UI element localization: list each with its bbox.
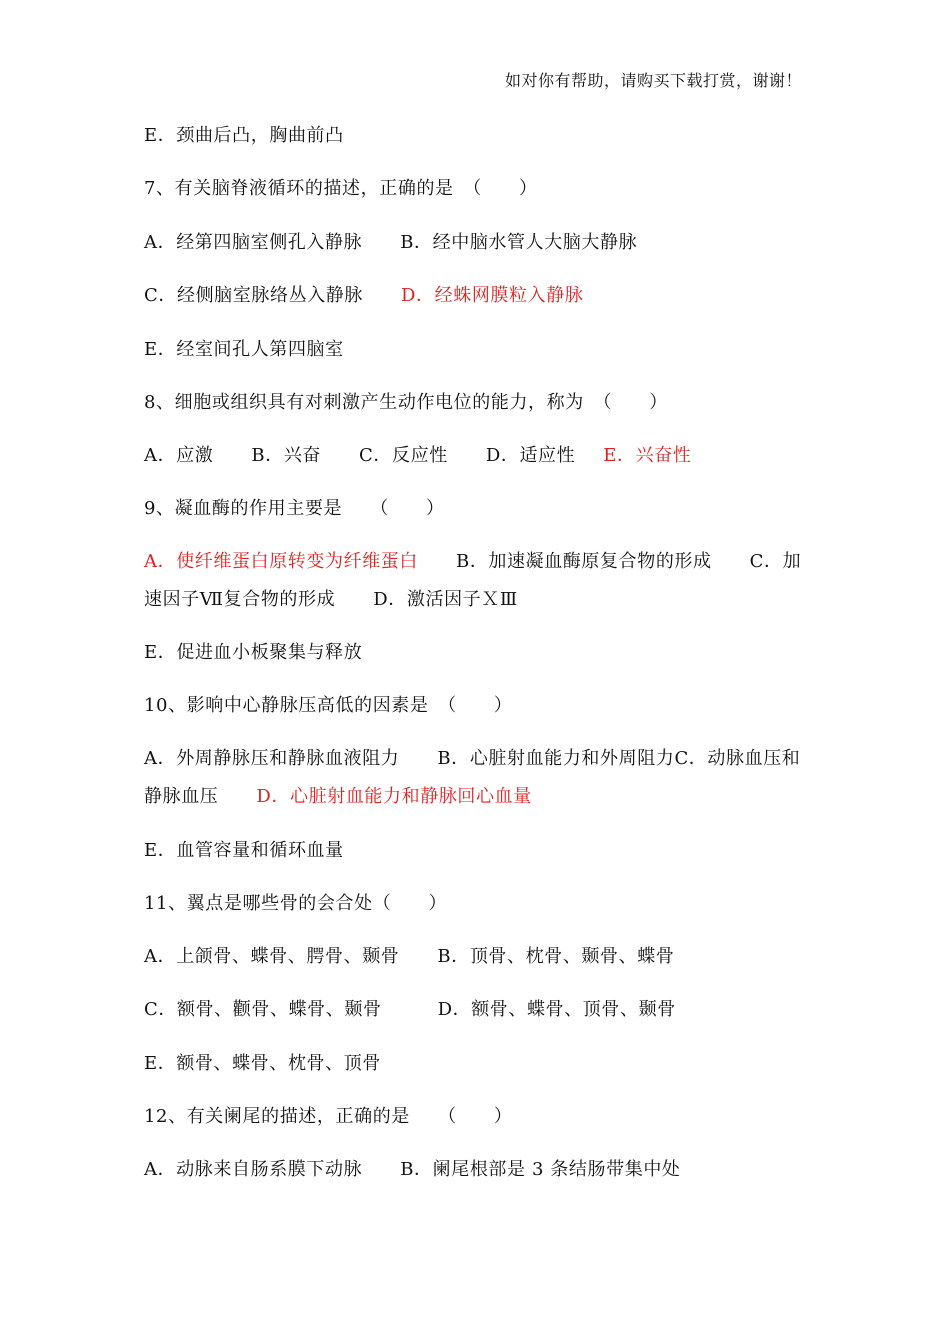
- q11-option-b: B．顶骨、枕骨、颞骨、蝶骨: [437, 946, 675, 967]
- q9-options-abc: [144, 547, 801, 573]
- question-8: 8、细胞或组织具有对刺激产生动作电位的能力，称为 （ ）: [144, 392, 668, 413]
- q7-option-a: A．经第四脑室侧孔入静脉: [144, 232, 363, 253]
- q8-option-b: B．兴奋: [251, 445, 322, 466]
- q10-options-cd: [144, 782, 532, 808]
- q9-option-c-start: C．加: [749, 551, 802, 572]
- q11-option-d: D．额骨、蝶骨、顶骨、颞骨: [437, 999, 676, 1020]
- q10-option-c-end: 静脉血压: [144, 786, 219, 807]
- question-11: 11、翼点是哪些骨的会合处（ ）: [144, 893, 448, 914]
- header-note: 如对你有帮助，请购买下载打赏，谢谢！: [504, 71, 802, 90]
- question-9: 9、凝血酶的作用主要是 （ ）: [144, 498, 445, 519]
- q10-option-e: E．血管容量和循环血量: [144, 840, 344, 861]
- q7-option-b: B．经中脑水管人大脑大静脉: [400, 232, 638, 253]
- question-12: 12、有关阑尾的描述，正确的是 （ ）: [144, 1106, 513, 1127]
- q9-option-b: B．加速凝血酶原复合物的形成: [456, 551, 712, 572]
- q8-option-a: A．应激: [144, 445, 214, 466]
- q11-options-cd: [144, 995, 676, 1021]
- q8-option-d: D．适应性: [485, 445, 576, 466]
- q10-option-c-start: C．动脉血压和: [674, 748, 801, 769]
- q12-options-ab: [144, 1155, 681, 1181]
- q12-option-b: B．阑尾根部是 3 条结肠带集中处: [400, 1159, 681, 1180]
- q7-option-c: C．经侧脑室脉络丛入静脉: [144, 285, 363, 306]
- q11-option-a: A．上颌骨、蝶骨、腭骨、颞骨: [144, 946, 400, 967]
- q7-options-cd: [144, 281, 583, 307]
- question-10: 10、影响中心静脉压高低的因素是 （ ）: [144, 695, 513, 716]
- q7-option-d-answer: D．经蛛网膜粒入静脉: [400, 285, 584, 306]
- q10-option-d-answer: D．心脏射血能力和静脉回心血量: [256, 786, 532, 807]
- q8-option-e-answer: E．兴奋性: [603, 445, 692, 466]
- q10-option-b: B．心脏射血能力和外周阻力: [437, 748, 675, 769]
- q10-options-abc: [144, 744, 800, 770]
- q11-option-c: C．额骨、颧骨、蝶骨、颞骨: [144, 999, 382, 1020]
- q11-options-ab: [144, 942, 674, 968]
- q9-option-e: E．促进血小板聚集与释放: [144, 642, 363, 663]
- q8-option-c: C．反应性: [359, 445, 448, 466]
- question-7: 7、有关脑脊液循环的描述，正确的是 （ ）: [144, 178, 538, 199]
- q7-options-ab: [144, 228, 637, 254]
- q9-option-d: D．激活因子ＸⅢ: [373, 589, 518, 610]
- q10-option-a: A．外周静脉压和静脉血液阻力: [144, 748, 400, 769]
- q11-option-e: E．额骨、蝶骨、枕骨、顶骨: [144, 1053, 381, 1074]
- q6-option-e: E．颈曲后凸，胸曲前凸: [144, 125, 344, 146]
- q8-options: [144, 441, 691, 467]
- q9-option-c-end: 速因子Ⅶ复合物的形成: [144, 589, 336, 610]
- q7-option-e: E．经室间孔人第四脑室: [144, 339, 344, 360]
- q9-options-cd: [144, 585, 518, 611]
- q12-option-a: A．动脉来自肠系膜下动脉: [144, 1159, 363, 1180]
- q9-option-a-answer: A．使纤维蛋白原转变为纤维蛋白: [144, 551, 418, 572]
